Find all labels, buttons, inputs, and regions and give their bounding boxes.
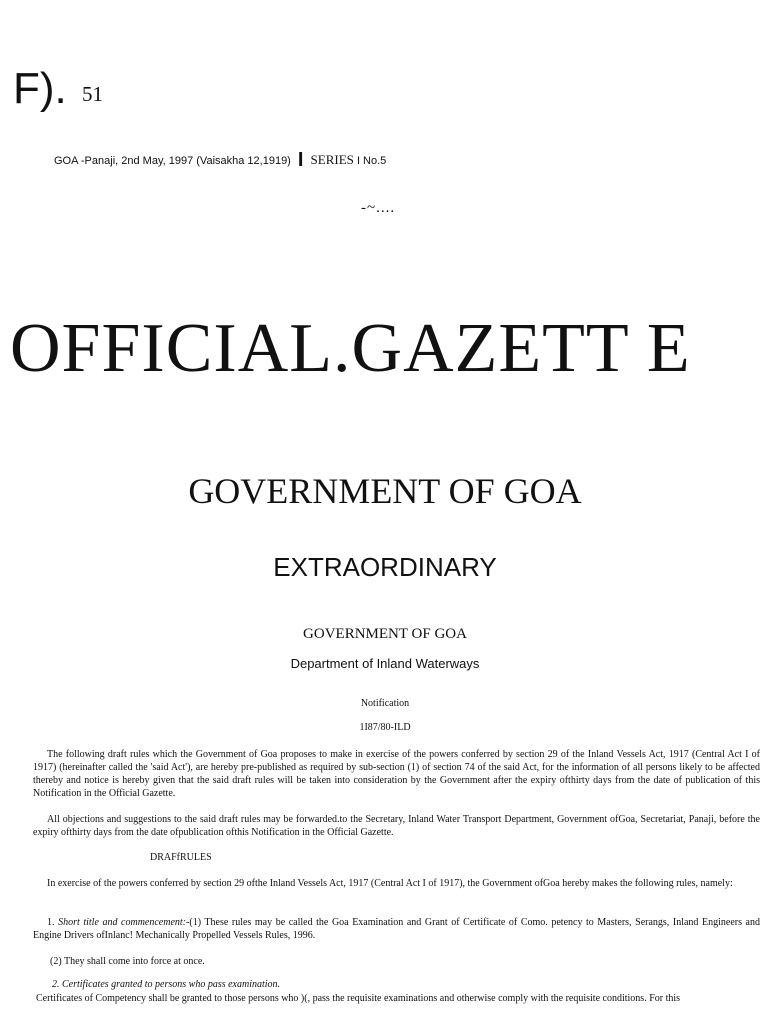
series-label: SERIES [310,152,354,167]
issue-date: GOA -Panaji, 2nd May, 1997 (Vaisakha 12,1919) [54,155,291,167]
notice-government: GOVERNMENT OF GOA [303,626,467,642]
page-mark: F). [13,64,67,113]
rule-1-text: (1) These rules may be called the Goa Examination and Grant of Certificate of Como. petency to Masters, Serangs, Inland Engineers and Engine Drivers ofInlanc! Mechanically Propelled Vessels Rules, 1996. [33,917,760,941]
rule-2-heading: 2. Certificates granted to persons who pass examination. [52,979,281,990]
gazette-title: OFFICIAL.GAZETT E [10,310,691,387]
notification-number: 1I87/80-ILD [359,722,411,733]
separator-bar: I [297,149,304,171]
paragraph-prepublication: The following draft rules which the Government of Goa proposes to make in exercise of the powers conferred by section 29 of the Inland Vessels Act, 1917 (Central Act I of 1917) (hereinafter called the 'said Act'), are hereby pre-published as required by sub-section (1) of section 74 of the said Act, for the information of all persons likely to be affected thereby and notice is hereby given that the said draft rules will be taken into consideration by the Government after the expiry ofthirty days from the date of publication of this Notification in the Official Gazette. [33,749,760,799]
paragraph-enactment: In exercise of the powers conferred by section 29 ofthe Inland Vessels Act, 1917 (Central Act I of 1917), the Government ofGoa hereby makes the following rules, namely: [47,878,733,889]
department-name: Department of Inland Waterways [290,656,480,671]
series-number: I No.5 [356,155,387,167]
draft-rules-heading: DRAFfRULES [150,852,212,863]
rule-2-text: Certificates of Competency shall be granted to those persons who )(, pass the requisite examinations and otherwise comply with the requisite conditions. For this [36,993,681,1004]
rule-1-number: 1. [47,917,55,928]
rule-1-subsection-2: (2) They shall come into force at once. [50,956,205,967]
rule-1 [33,916,760,942]
government-title: GOVERNMENT OF GOA [188,471,582,511]
rule-1-heading: Short title and commencement:- [58,917,190,928]
paragraph-objections: All objections and suggestions to the said draft rules may be forwarded.to the Secretary, Inland Water Transport Department, Government ofGoa, Secretariat, Panaji, before the expiry ofthirty days from the date ofpublication ofthis Notification in the Official Gazette. [33,814,760,838]
page-number: 51 [82,82,103,106]
edition-label: EXTRAORDINARY [273,552,497,582]
notification-label: Notification [360,698,410,709]
issue-line [54,148,386,173]
stray-marks: -~.... [361,200,396,216]
